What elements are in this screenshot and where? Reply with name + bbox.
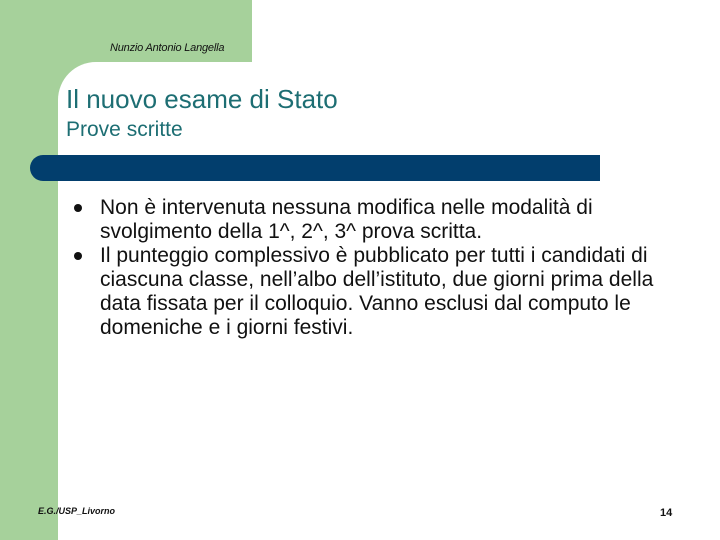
title-divider-bar [30,155,600,181]
bullet-list [72,196,672,340]
slide-subtitle: Prove scritte [66,118,183,141]
page-number: 14 [660,507,673,519]
author-name: Nunzio Antonio Langella [110,42,225,54]
bullet-item [72,244,672,340]
bullet-text: Non è intervenuta nessuna modifica nelle modalità di svolgimento della 1^, 2^, 3^ prova scritta. [100,196,593,243]
bullet-text: Il punteggio complessivo è pubblicato per tutti i candidati di ciascuna classe, nell’albo dell’istituto, due giorni prima della data fissata per il colloquio. Vanno esclusi dal computo le domeniche e i giorni festivi. [100,244,654,339]
bullet-dot-icon [74,204,82,212]
bullet-dot-icon [74,252,82,260]
bullet-item [72,196,672,244]
footer-source: E.G./USP_Livorno [38,506,116,516]
slide-title: Il nuovo esame di Stato [66,84,338,114]
